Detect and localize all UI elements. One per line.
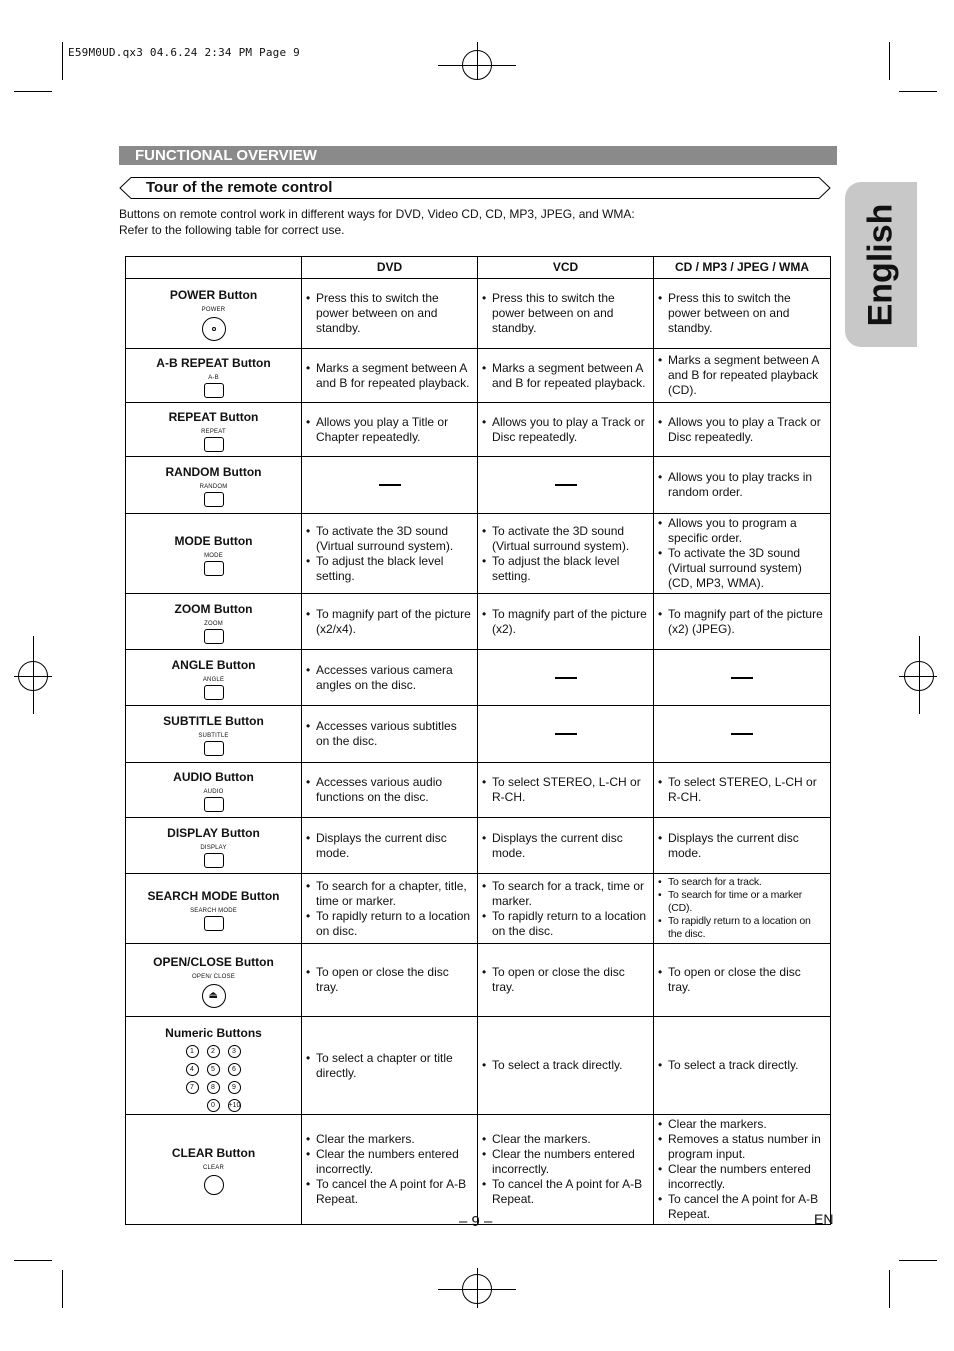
desc-cell-cd	[654, 403, 831, 457]
not-applicable-dash	[731, 677, 753, 679]
description-item: • Press this to switch the power between on and standby.	[482, 291, 649, 336]
description-item: • To magnify part of the picture (x2).	[482, 607, 649, 637]
description-item: • Clear the numbers entered incorrectly.	[658, 1162, 826, 1192]
crop-mark	[899, 1260, 937, 1261]
description-item: • Marks a segment between A and B for repeated playback (CD).	[658, 353, 826, 398]
description-item: • To search for time or a marker (CD).	[658, 889, 826, 915]
numpad-spacer	[186, 1099, 200, 1112]
table-row	[126, 706, 831, 763]
button-name: REPEAT Button	[168, 409, 259, 424]
button-icon-wrap	[126, 1045, 301, 1112]
button-print-label: MODE	[204, 552, 223, 559]
button-print-label: SUBTITLE	[198, 733, 229, 739]
remote-button-icon	[204, 437, 224, 452]
desc-cell-dvd	[302, 706, 478, 763]
button-icon-wrap	[126, 684, 301, 704]
description-item: • Displays the current disc mode.	[658, 831, 826, 861]
description-item: • To cancel the A point for A-B Repeat.	[658, 1192, 826, 1222]
description-item: • To cancel the A point for A-B Repeat.	[482, 1177, 649, 1207]
description-list	[482, 415, 649, 445]
numeric-key-icon: 7	[186, 1081, 199, 1094]
desc-cell-vcd	[478, 1017, 654, 1115]
description-list	[658, 876, 826, 941]
button-name: A-B REPEAT Button	[156, 355, 271, 370]
description-item: • Displays the current disc mode.	[306, 831, 473, 861]
description-item: • To magnify part of the picture (x2/x4).	[306, 607, 473, 637]
desc-cell-dvd	[302, 403, 478, 457]
description-item: • Allows you to play a Track or Disc repeatedly.	[658, 415, 826, 445]
description-list	[482, 965, 649, 995]
button-icon-wrap	[126, 1172, 301, 1199]
not-applicable-dash	[555, 484, 577, 486]
description-list	[482, 291, 649, 336]
numeric-key-icon: 5	[207, 1063, 220, 1076]
button-icon-wrap	[126, 382, 301, 402]
description-item: • To rapidly return to a location on disc.	[306, 909, 473, 939]
desc-cell-dvd	[302, 944, 478, 1017]
desc-cell-cd	[654, 763, 831, 818]
desc-cell-cd	[654, 1115, 834, 1227]
desc-cell-cd	[654, 706, 831, 763]
description-item: • To activate the 3D sound (Virtual surround system).	[482, 524, 649, 554]
button-print-label: OPEN/ CLOSE	[192, 973, 235, 980]
button-name: CLEAR Button	[171, 1146, 256, 1160]
description-list	[658, 831, 826, 861]
numeric-key-icon: 2	[207, 1045, 220, 1058]
remote-button-icon	[204, 685, 224, 700]
numeric-key-icon: 0	[207, 1099, 220, 1112]
table-row	[126, 818, 831, 874]
crop-mark	[14, 1260, 52, 1261]
description-list	[482, 361, 649, 391]
description-list	[658, 470, 826, 500]
remote-button-icon	[204, 629, 224, 644]
button-name: SEARCH MODE Button	[147, 888, 280, 903]
description-list	[306, 524, 473, 584]
desc-cell-dvd	[302, 650, 478, 706]
description-list	[306, 719, 473, 749]
page-number: – 9 –	[459, 1213, 493, 1230]
description-list	[306, 415, 473, 445]
desc-cell-dvd	[302, 457, 478, 514]
intro-line: Buttons on remote control work in different ways for DVD, Video CD, CD, MP3, JPEG, and WMA:	[119, 207, 635, 221]
desc-cell-dvd	[302, 349, 478, 403]
table-row	[126, 944, 831, 1017]
description-item: • Clear the numbers entered incorrectly.	[482, 1147, 649, 1177]
table-row	[126, 349, 831, 403]
crop-mark	[889, 1270, 890, 1308]
table-row	[126, 457, 831, 514]
description-item: • To search for a chapter, title, time or marker.	[306, 879, 473, 909]
description-item: • Removes a status number in program input.	[658, 1132, 826, 1162]
desc-cell-cd	[654, 349, 831, 403]
description-item: • Allows you play a Title or Chapter repeatedly.	[306, 415, 473, 445]
button-name: RANDOM Button	[165, 465, 262, 479]
print-header: E59M0UD.qx3 04.6.24 2:34 PM Page 9	[68, 46, 300, 59]
description-item: • Marks a segment between A and B for repeated playback.	[306, 361, 473, 391]
language-tab	[845, 182, 917, 347]
table-row	[126, 1017, 831, 1115]
desc-cell-vcd	[478, 514, 654, 594]
crop-mark	[62, 42, 63, 80]
button-cell	[126, 706, 302, 763]
button-name: MODE Button	[174, 533, 253, 548]
desc-cell-cd	[654, 818, 831, 874]
table-row	[126, 1115, 831, 1225]
description-list	[306, 775, 473, 805]
description-item: • To open or close the disc tray.	[482, 965, 649, 995]
description-list	[658, 1117, 826, 1222]
remote-button-icon	[204, 741, 224, 756]
page-language-code: EN	[814, 1211, 834, 1227]
description-list	[658, 775, 826, 805]
remote-control-table	[125, 256, 834, 1227]
desc-cell-vcd	[478, 650, 654, 706]
crop-mark	[14, 91, 52, 92]
numeric-key-icon: 1	[186, 1045, 199, 1058]
button-print-label: A-B	[208, 374, 219, 381]
crop-mark	[62, 1270, 63, 1308]
button-cell	[126, 944, 302, 1017]
desc-cell-cd	[654, 874, 831, 944]
desc-cell-vcd	[478, 457, 654, 514]
remote-button-icon	[204, 383, 224, 398]
description-list	[306, 965, 473, 995]
remote-button-icon	[204, 853, 224, 868]
desc-cell-dvd	[302, 1017, 478, 1115]
table-header-row	[126, 257, 831, 279]
description-item: • To cancel the A point for A-B Repeat.	[306, 1177, 473, 1207]
description-list	[482, 607, 649, 637]
not-applicable-dash	[379, 484, 401, 486]
description-item: • To adjust the black level setting.	[482, 554, 649, 584]
description-list	[482, 1058, 649, 1073]
button-cell	[126, 763, 302, 818]
description-list	[306, 663, 473, 693]
section-title: FUNCTIONAL OVERVIEW	[135, 147, 317, 164]
description-item: • Allows you to play tracks in random order.	[658, 470, 826, 500]
button-cell	[126, 279, 302, 349]
button-name: ZOOM Button	[174, 601, 253, 616]
button-print-label: ANGLE	[202, 676, 225, 683]
description-item: • Clear the markers.	[658, 1117, 826, 1132]
description-item: • Clear the markers.	[306, 1132, 473, 1147]
button-icon-wrap	[126, 436, 301, 456]
description-item: • To open or close the disc tray.	[306, 965, 473, 995]
description-list	[306, 361, 473, 391]
desc-cell-cd	[654, 944, 831, 1017]
button-icon-wrap	[126, 314, 301, 345]
button-print-label: CLEAR	[202, 1165, 224, 1171]
description-item: • Allows you to play a Track or Disc repeatedly.	[482, 415, 649, 445]
remote-button-icon	[204, 561, 224, 576]
button-icon-wrap	[126, 560, 301, 580]
numeric-key-icon: +10	[228, 1099, 241, 1112]
table-row	[126, 650, 831, 706]
desc-cell-cd	[654, 279, 831, 349]
desc-cell-dvd	[302, 818, 478, 874]
description-item: • To search for a track.	[658, 876, 826, 889]
table-row	[126, 763, 831, 818]
button-icon-wrap	[126, 852, 301, 872]
description-item: • To select STEREO, L-CH or R-CH.	[482, 775, 649, 805]
desc-cell-vcd	[478, 763, 654, 818]
button-cell	[126, 650, 302, 706]
description-list	[306, 831, 473, 861]
button-icon-wrap	[126, 796, 301, 816]
description-item: • Accesses various subtitles on the disc.	[306, 719, 473, 749]
button-print-label: REPEAT	[201, 428, 226, 435]
description-item: • To open or close the disc tray.	[658, 965, 826, 995]
description-list	[658, 516, 826, 591]
description-list	[658, 415, 826, 445]
button-print-label: SEARCH MODE	[190, 907, 237, 914]
description-list	[306, 1132, 473, 1207]
not-applicable-dash	[555, 677, 577, 679]
desc-cell-dvd	[302, 763, 478, 818]
description-item: • Accesses various camera angles on the disc.	[306, 663, 473, 693]
header-cd-mp3-jpeg-wma: CD / MP3 / JPEG / WMA	[654, 257, 831, 279]
subsection-header	[119, 177, 831, 199]
desc-cell-dvd	[302, 1115, 478, 1225]
description-item: • To select a track directly.	[658, 1058, 826, 1073]
description-list	[482, 831, 649, 861]
button-cell	[126, 457, 302, 514]
button-cell	[126, 1017, 302, 1115]
desc-cell-vcd	[478, 706, 654, 763]
table-row	[126, 874, 831, 944]
desc-cell-dvd	[302, 874, 478, 944]
button-cell	[126, 594, 302, 650]
button-cell	[126, 874, 302, 944]
description-item: • Clear the numbers entered incorrectly.	[306, 1147, 473, 1177]
description-list	[482, 524, 649, 584]
description-list	[658, 353, 826, 398]
desc-cell-cd	[654, 594, 831, 650]
subsection-title: Tour of the remote control	[146, 179, 333, 196]
numeric-key-icon: 3	[228, 1045, 241, 1058]
description-item: • To rapidly return to a location on the disc.	[658, 915, 826, 941]
description-item: • To select a track directly.	[482, 1058, 649, 1073]
desc-cell-dvd	[302, 279, 478, 349]
table-row	[126, 279, 831, 349]
description-item: • Displays the current disc mode.	[482, 831, 649, 861]
desc-cell-vcd	[478, 349, 654, 403]
description-list	[658, 607, 826, 637]
header-dvd: DVD	[302, 257, 478, 279]
desc-cell-vcd	[478, 403, 654, 457]
desc-cell-dvd	[302, 594, 478, 650]
desc-cell-vcd	[478, 1115, 654, 1225]
description-item: • To select STEREO, L-CH or R-CH.	[658, 775, 826, 805]
description-item: • Marks a segment between A and B for repeated playback.	[482, 361, 649, 391]
desc-cell-dvd	[302, 514, 478, 594]
description-item: • Accesses various audio functions on the disc.	[306, 775, 473, 805]
description-list	[482, 1132, 649, 1207]
desc-cell-cd	[654, 650, 831, 706]
button-cell	[126, 818, 302, 874]
button-name: OPEN/CLOSE Button	[153, 954, 274, 969]
power-button-icon	[202, 317, 226, 341]
not-applicable-dash	[731, 733, 753, 735]
description-list	[658, 965, 826, 995]
description-list	[306, 607, 473, 637]
language-tab-label: English	[861, 203, 900, 326]
description-item: • To activate the 3D sound (Virtual surround system) (CD, MP3, WMA).	[658, 546, 826, 591]
button-print-label: DISPLAY	[200, 844, 227, 851]
remote-button-icon	[204, 492, 224, 507]
description-item: • To magnify part of the picture (x2) (JPEG).	[658, 607, 826, 637]
button-cell	[126, 514, 302, 594]
not-applicable-dash	[555, 733, 577, 735]
button-icon-wrap	[126, 740, 301, 760]
description-item: • To adjust the black level setting.	[306, 554, 473, 584]
desc-cell-vcd	[478, 279, 654, 349]
desc-cell-vcd	[478, 818, 654, 874]
description-list	[306, 291, 473, 336]
eject-button-icon: ⏏	[202, 984, 226, 1008]
desc-cell-cd	[654, 457, 831, 514]
desc-cell-vcd	[478, 874, 654, 944]
numeric-key-icon: 6	[228, 1063, 241, 1076]
button-cell	[126, 1115, 302, 1225]
desc-cell-vcd	[478, 594, 654, 650]
desc-cell-vcd	[478, 944, 654, 1017]
description-list	[306, 879, 473, 939]
button-name: ANGLE Button	[171, 657, 256, 672]
table-row	[126, 514, 831, 594]
crop-mark	[899, 91, 937, 92]
table-row	[126, 594, 831, 650]
button-name: Numeric Buttons	[165, 1025, 262, 1040]
button-name: AUDIO Button	[173, 770, 254, 784]
button-icon-wrap	[126, 491, 301, 511]
numeric-key-icon: 8	[207, 1081, 220, 1094]
desc-cell-cd	[654, 1017, 831, 1115]
numeric-key-icon: 4	[186, 1063, 199, 1076]
remote-button-icon	[204, 797, 224, 812]
crop-mark	[889, 42, 890, 80]
desc-cell-cd	[654, 514, 831, 594]
button-cell	[126, 349, 302, 403]
button-icon-wrap	[126, 915, 301, 935]
description-item: • Press this to switch the power between on and standby.	[658, 291, 826, 336]
description-item: • To activate the 3D sound (Virtual surround system).	[306, 524, 473, 554]
description-item: • Clear the markers.	[482, 1132, 649, 1147]
description-list	[482, 775, 649, 805]
button-icon-wrap	[126, 981, 301, 1012]
table-row	[126, 403, 831, 457]
description-list	[306, 1051, 473, 1081]
clear-button-icon	[204, 1175, 224, 1195]
button-cell	[126, 403, 302, 457]
remote-button-icon	[204, 916, 224, 931]
numeric-keypad-icon	[126, 1045, 301, 1112]
header-button-col	[126, 257, 302, 279]
button-print-label: AUDIO	[203, 789, 224, 795]
button-print-label: ZOOM	[204, 620, 223, 627]
intro-text	[119, 206, 635, 238]
intro-line: Refer to the following table for correct use.	[119, 223, 345, 237]
description-list	[658, 291, 826, 336]
button-print-label: POWER	[201, 307, 226, 313]
numeric-key-icon: 9	[228, 1081, 241, 1094]
description-item: • To select a chapter or title directly.	[306, 1051, 473, 1081]
description-item: • To search for a track, time or marker.	[482, 879, 649, 909]
button-name: DISPLAY Button	[167, 825, 260, 840]
header-vcd: VCD	[478, 257, 654, 279]
description-list	[658, 1058, 826, 1073]
description-item: • To rapidly return to a location on the disc.	[482, 909, 649, 939]
button-icon-wrap	[126, 628, 301, 648]
section-header	[119, 146, 837, 165]
description-item: • Allows you to program a specific order.	[658, 516, 826, 546]
description-list	[482, 879, 649, 939]
button-name: SUBTITLE Button	[163, 714, 264, 728]
button-name: POWER Button	[169, 288, 258, 302]
description-item: • Press this to switch the power between on and standby.	[306, 291, 473, 336]
button-print-label: RANDOM	[199, 484, 228, 490]
